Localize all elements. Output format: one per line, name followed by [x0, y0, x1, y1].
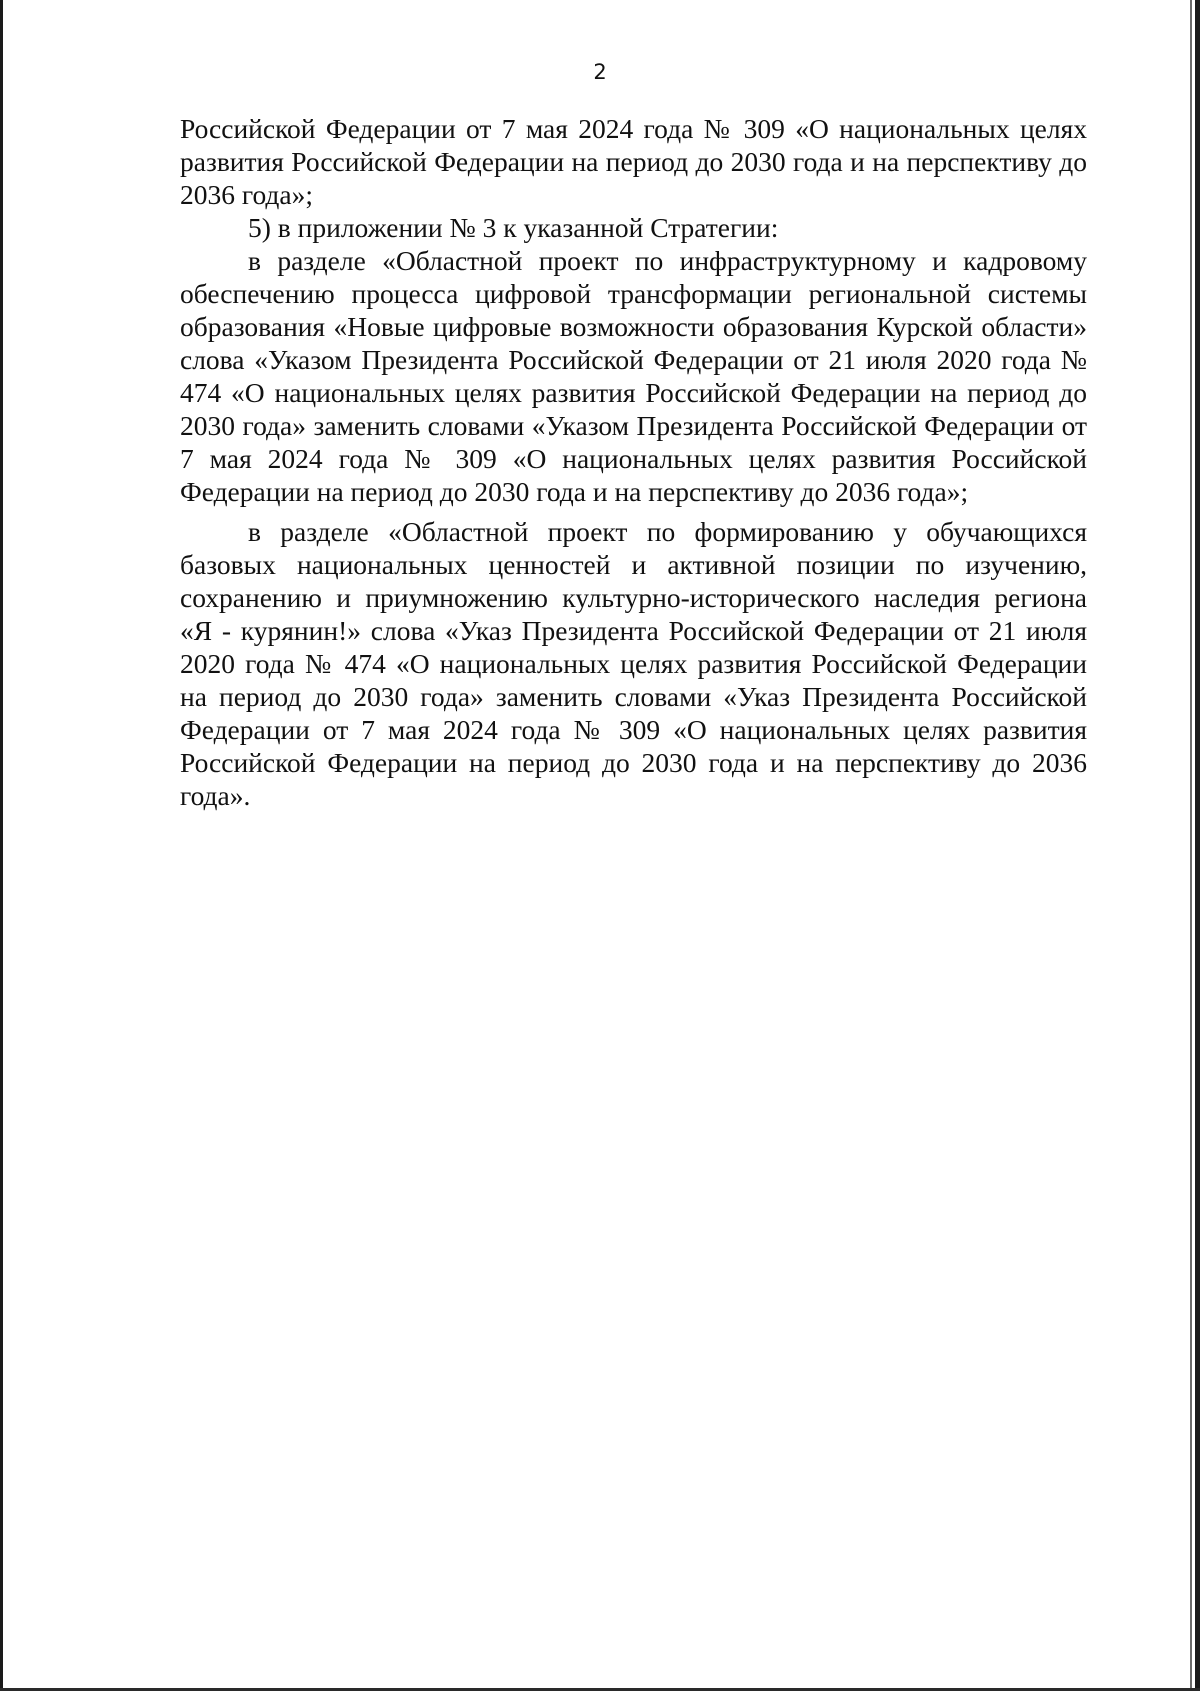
page-number: 2: [593, 60, 607, 84]
paragraph-continuation: Российской Федерации от 7 мая 2024 года № 309 «О национальных целях развития Российской Федерации на период до 2030 года и на перспективу до 2036 года»;: [180, 113, 1087, 210]
paragraph-item-5: 5) в приложении № 3 к указанной Стратегии:: [248, 212, 779, 243]
document-body: [180, 112, 1087, 812]
paragraph-section-values: в разделе «Областной проект по формированию у обучающихся базовых национальных ценностей и активной позиции по изучению, сохранению и приумножению культурно-исторического наследия региона «Я - курянин!» слова «Указ Президента Российской Федерации от 21 июля 2020 года № 474 «О национальных целях развития Российской Федерации на период до 2030 года» заменить словами «Указ Президента Российской Федерации от 7 мая 2024 года № 309 «О национальных целях развития Российской Федерации на период до 2030 года и на перспективу до 2036 года».: [180, 516, 1087, 811]
paragraph-section-digital: в разделе «Областной проект по инфраструктурному и кадровому обеспечению процесса цифровой трансформации региональной системы образования «Новые цифровые возможности образования Курской области» слова «Указом Президента Российской Федерации от 21 июля 2020 года № 474 «О национальных целях развития Российской Федерации на период до 2030 года» заменить словами «Указом Президента Российской Федерации от 7 мая 2024 года № 309 «О национальных целях развития Российской Федерации на период до 2030 года и на перспективу до 2036 года»;: [180, 245, 1087, 507]
scan-edge-right: [1195, 0, 1200, 1691]
scan-edge-right-inner: [1190, 0, 1192, 1691]
scan-edge-left: [0, 0, 3, 1691]
